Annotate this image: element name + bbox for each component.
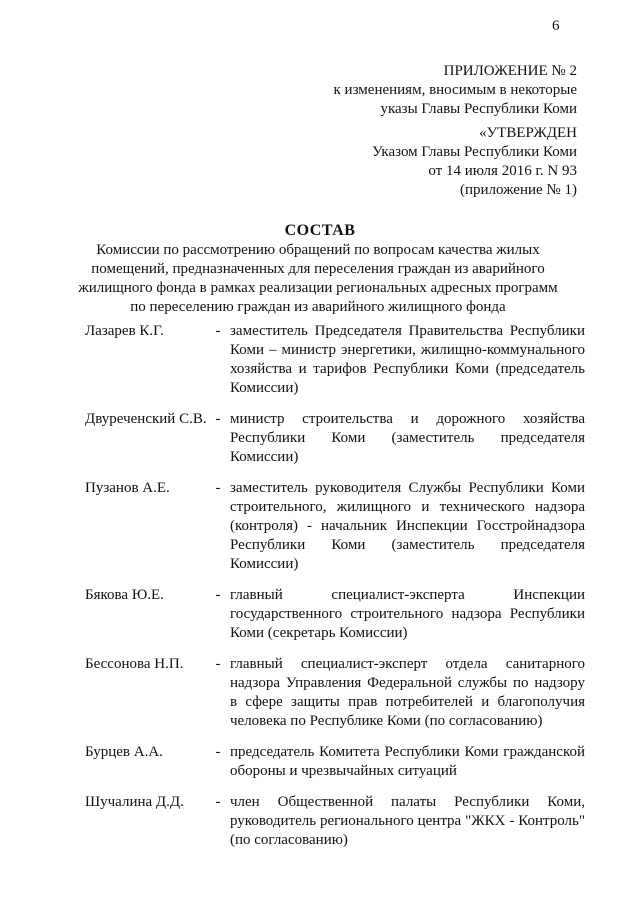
member-role: главный специалист-эксперта Инспекции государственного строительного надзора Республики Коми (секретарь Комиссии) [230, 587, 585, 641]
member-row [85, 322, 585, 398]
document-title: СОСТАВ [284, 222, 356, 239]
subtitle-line: жилищного фонда в рамках реализации региональных адресных программ [78, 280, 558, 296]
document-subtitle [68, 241, 568, 317]
member-name: Лазарев К.Г. [85, 323, 164, 339]
appendix-header [334, 62, 577, 119]
member-dash: - [215, 411, 221, 427]
member-role: министр строительства и дорожного хозяйства Республики Коми (заместитель председателя Комиссии) [230, 411, 585, 465]
appendix-line: указы Главы Республики Коми [380, 101, 577, 117]
approval-line: (приложение № 1) [459, 182, 577, 198]
appendix-line: к изменениям, вносимым в некоторые [333, 82, 577, 98]
subtitle-line: по переселению граждан из аварийного жилищного фонда [130, 299, 506, 315]
member-row [85, 743, 585, 781]
member-role: заместитель Председателя Правительства Республики Коми – министр энергетики, жилищно-коммунального хозяйства и тарифов Республики Коми (председатель Комиссии) [230, 323, 585, 396]
members-list [85, 322, 585, 862]
member-row [85, 793, 585, 850]
approval-line: Указом Главы Республики Коми [372, 144, 577, 160]
member-dash: - [215, 744, 221, 760]
member-row [85, 586, 585, 643]
appendix-title: ПРИЛОЖЕНИЕ № 2 [443, 63, 577, 79]
member-name: Двуреченский С.В. [85, 411, 207, 427]
member-dash: - [215, 323, 221, 339]
member-dash: - [215, 587, 221, 603]
approval-title: «УТВЕРЖДЕН [479, 125, 577, 141]
member-name: Бурцев А.А. [85, 744, 163, 760]
subtitle-line: помещений, предназначенных для переселения граждан из аварийного [91, 261, 545, 277]
member-name: Шучалина Д.Д. [85, 794, 184, 810]
member-dash: - [215, 656, 221, 672]
page-number: 6 [552, 18, 560, 34]
member-row [85, 479, 585, 574]
approval-line: от 14 июля 2016 г. N 93 [428, 163, 577, 179]
member-row [85, 410, 585, 467]
member-row [85, 655, 585, 731]
member-role: главный специалист-эксперт отдела санитарного надзора Управления Федеральной службы по надзору в сфере защиты прав потребителей и благополучия человека по Республике Коми (по согласованию) [230, 656, 585, 729]
member-name: Бякова Ю.Е. [85, 587, 164, 603]
approval-stamp [372, 124, 577, 200]
subtitle-line: Комиссии по рассмотрению обращений по вопросам качества жилых [96, 242, 540, 258]
member-role: член Общественной палаты Республики Коми, руководитель регионального центра "ЖКХ - Контроль" (по согласованию) [230, 794, 585, 848]
member-role: заместитель руководителя Службы Республики Коми строительного, жилищного и технического надзора (контроля) - начальник Инспекции Госстройнадзора Республики Коми (заместитель председателя Комиссии) [230, 480, 585, 572]
member-dash: - [215, 794, 221, 810]
member-dash: - [215, 480, 221, 496]
member-role: председатель Комитета Республики Коми гражданской обороны и чрезвычайных ситуаций [230, 744, 585, 779]
member-name: Пузанов А.Е. [85, 480, 170, 496]
member-name: Бессонова Н.П. [85, 656, 184, 672]
